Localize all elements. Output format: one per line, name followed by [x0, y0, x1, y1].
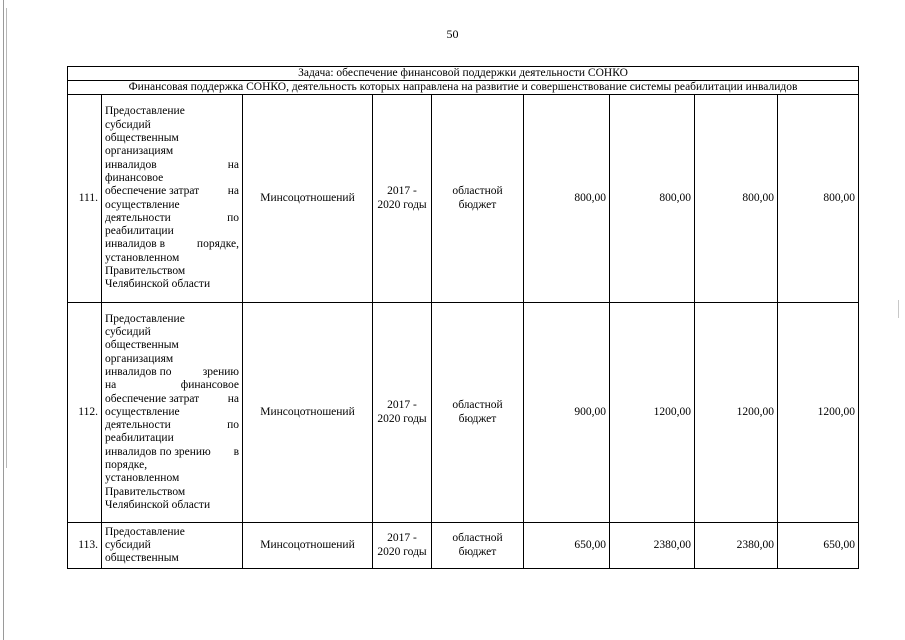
description-line: реабилитации [105, 225, 174, 238]
task-header: Задача: обеспечение финансовой поддержки деятельности СОНКО [68, 67, 859, 81]
page-number: 50 [446, 27, 459, 41]
description-line: общественным [105, 552, 179, 565]
row-number: 111. [68, 95, 102, 303]
description-line: Предоставление [105, 312, 185, 325]
funding-source-cell: областной бюджет [432, 303, 524, 523]
value-cell-2: 2380,00 [610, 523, 695, 569]
row-number: 112. [68, 303, 102, 523]
scan-left-margin-line [3, 0, 4, 640]
measure-description [102, 523, 243, 569]
period-cell: 2017 - 2020 годы [373, 523, 432, 569]
row-number: 113. [68, 523, 102, 569]
description-line [105, 419, 239, 432]
value-cell-4: 800,00 [778, 95, 859, 303]
value-cell-1: 650,00 [524, 523, 610, 569]
description-line: осуществление [105, 198, 180, 211]
description-line: общественным [105, 132, 179, 145]
description-line: Предоставление [105, 525, 185, 538]
executor-cell: Минсоцотношений [243, 523, 373, 569]
description-word: на [227, 185, 239, 198]
description-line: организациям [105, 352, 174, 365]
description-line: Предоставление [105, 105, 185, 118]
description-line [105, 185, 239, 198]
description-word: деятельности [105, 211, 171, 224]
description-line [105, 379, 239, 392]
executor-cell: Минсоцотношений [243, 95, 373, 303]
scan-left-margin-line-2 [6, 8, 7, 468]
description-line: осуществление [105, 405, 180, 418]
description-word: обеспечение затрат [105, 392, 200, 405]
description-line [105, 212, 239, 225]
description-line [105, 159, 239, 172]
description-word: инвалидов по зрению [105, 445, 211, 458]
description-word: инвалидов по [105, 365, 172, 378]
description-word: зрению [202, 365, 239, 378]
description-line: порядке, [105, 459, 148, 472]
description-word: по [227, 211, 239, 224]
value-cell-3: 1200,00 [695, 303, 778, 523]
description-word: на [105, 379, 117, 392]
section-header: Финансовая поддержка СОНКО, деятельность которых направлена на развитие и совершенствование системы реабилитации инвалидов [68, 81, 859, 95]
description-line [105, 393, 239, 406]
description-line: организациям [105, 145, 174, 158]
task-header-row [68, 67, 859, 81]
description-line: общественным [105, 339, 179, 352]
description-word: порядке, [196, 238, 239, 251]
description-word: обеспечение затрат [105, 185, 200, 198]
value-cell-3: 2380,00 [695, 523, 778, 569]
description-line [105, 446, 239, 459]
section-header-row [68, 81, 859, 95]
description-line: субсидий [105, 538, 151, 551]
description-line: Правительством [105, 485, 186, 498]
measure-description [102, 95, 243, 303]
executor-cell: Минсоцотношений [243, 303, 373, 523]
program-table [67, 66, 859, 569]
period-cell: 2017 - 2020 годы [373, 303, 432, 523]
description-word: инвалидов в [105, 238, 166, 251]
description-word: финансовое [180, 379, 239, 392]
value-cell-4: 650,00 [778, 523, 859, 569]
table-row [68, 303, 859, 523]
description-word: инвалидов [105, 158, 157, 171]
value-cell-2: 800,00 [610, 95, 695, 303]
description-word: по [227, 419, 239, 432]
value-cell-4: 1200,00 [778, 303, 859, 523]
description-word: в [233, 445, 239, 458]
description-line: Правительством [105, 264, 186, 277]
description-line: Челябинской области [105, 278, 211, 291]
table-body [68, 67, 859, 569]
funding-source-cell: областной бюджет [432, 523, 524, 569]
table-row [68, 523, 859, 569]
description-word: на [227, 158, 239, 171]
description-word: деятельности [105, 419, 171, 432]
description-line: установленном [105, 251, 180, 264]
value-cell-1: 900,00 [524, 303, 610, 523]
value-cell-1: 800,00 [524, 95, 610, 303]
measure-description [102, 303, 243, 523]
table-row [68, 95, 859, 303]
description-line: финансовое [105, 171, 164, 184]
description-line: Челябинской области [105, 498, 211, 511]
scan-right-mark [898, 300, 899, 318]
value-cell-3: 800,00 [695, 95, 778, 303]
description-line [105, 366, 239, 379]
funding-source-cell: областной бюджет [432, 95, 524, 303]
description-line: субсидий [105, 118, 151, 131]
description-line: реабилитации [105, 432, 174, 445]
value-cell-2: 1200,00 [610, 303, 695, 523]
description-line: установленном [105, 472, 180, 485]
description-line: субсидий [105, 326, 151, 339]
description-line [105, 238, 239, 251]
period-cell: 2017 - 2020 годы [373, 95, 432, 303]
description-word: на [227, 392, 239, 405]
